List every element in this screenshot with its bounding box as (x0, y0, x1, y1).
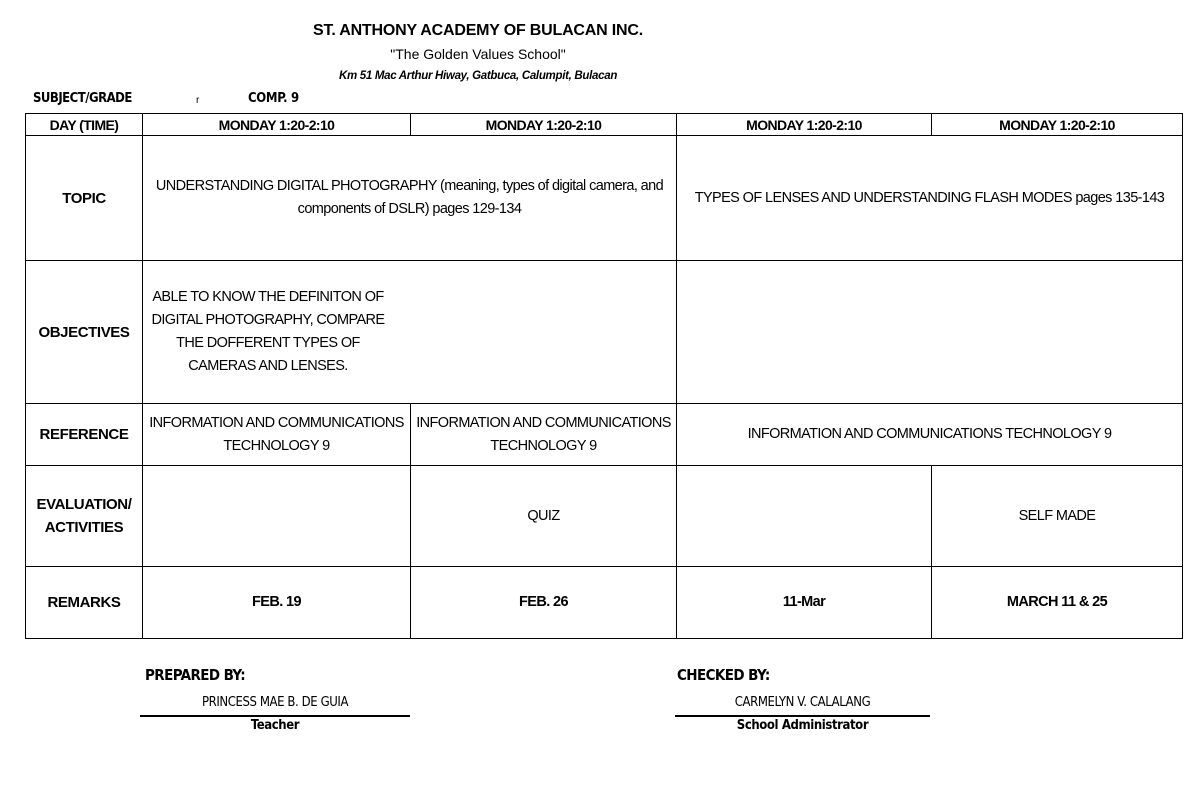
subject-grade-mark: r (196, 95, 200, 106)
topic-text-left: UNDERSTANDING DIGITAL PHOTOGRAPHY (meaning, types of digital camera, and components of DSLR) pages 129-134 (155, 178, 664, 217)
lesson-plan-table (25, 113, 1183, 639)
remarks-cell-4: MARCH 11 & 25 (932, 567, 1183, 639)
prepared-by-title: PREPARED BY: (145, 666, 246, 684)
remarks-cell-3: 11-Mar (677, 567, 932, 639)
reference-cell-34: INFORMATION AND COMMUNICATIONS TECHNOLOGY 9 (677, 404, 1183, 466)
subject-grade-label: SUBJECT/GRADE (33, 91, 132, 106)
school-address: Km 51 Mac Arthur Hiway, Gatbuca, Calumpit, Bulacan (338, 70, 618, 82)
evaluation-label: EVALUATION/ ACTIVITIES (26, 466, 143, 567)
reference-row (26, 404, 1183, 466)
objectives-label: OBJECTIVES (26, 261, 143, 404)
day-cell-3: MONDAY 1:20-2:10 (677, 114, 932, 136)
school-name: ST. ANTHONY ACADEMY OF BULACAN INC. (313, 22, 643, 39)
day-time-row (26, 114, 1183, 136)
topic-row (26, 136, 1183, 261)
remarks-label: REMARKS (26, 567, 143, 639)
prepared-by-name: PRINCESS MAE B. DE GUIA (201, 695, 349, 710)
day-cell-4: MONDAY 1:20-2:10 (932, 114, 1183, 136)
topic-label: TOPIC (26, 136, 143, 261)
evaluation-row (26, 466, 1183, 567)
objectives-row (26, 261, 1183, 404)
day-cell-1: MONDAY 1:20-2:10 (143, 114, 411, 136)
evaluation-cell-1 (143, 466, 411, 567)
objectives-cell-left (143, 261, 677, 404)
remarks-cell-1: FEB. 19 (143, 567, 411, 639)
evaluation-cell-2: QUIZ (411, 466, 677, 567)
remarks-cell-2: FEB. 26 (411, 567, 677, 639)
prepared-by-signature-line (140, 715, 410, 717)
evaluation-cell-3 (677, 466, 932, 567)
school-motto: "The Golden Values School" (390, 46, 566, 62)
day-time-label: DAY (TIME) (26, 114, 143, 136)
checked-by-title: CHECKED BY: (677, 666, 770, 684)
checked-by-name: CARMELYN V. CALALANG (734, 695, 871, 710)
reference-cell-1: INFORMATION AND COMMUNICATIONS TECHNOLOGY 9 (143, 404, 411, 466)
evaluation-cell-4: SELF MADE (932, 466, 1183, 567)
prepared-by-role: Teacher (250, 718, 300, 733)
reference-cell-2: INFORMATION AND COMMUNICATIONS TECHNOLOGY 9 (411, 404, 677, 466)
day-cell-2: MONDAY 1:20-2:10 (411, 114, 677, 136)
checked-by-signature-line (675, 715, 930, 717)
checked-by-role: School Administrator (736, 718, 869, 733)
reference-label: REFERENCE (26, 404, 143, 466)
topic-cell-right: TYPES OF LENSES AND UNDERSTANDING FLASH MODES pages 135-143 (677, 136, 1183, 261)
objectives-text: ABLE TO KNOW THE DEFINITON OF DIGITAL PHOTOGRAPHY, COMPARE THE DOFFERENT TYPES OF CAMERAS AND LENSES. (151, 289, 385, 374)
remarks-row (26, 567, 1183, 639)
subject-grade-value: COMP. 9 (248, 91, 299, 106)
topic-cell-left (143, 136, 677, 261)
objectives-cell-right (677, 261, 1183, 404)
